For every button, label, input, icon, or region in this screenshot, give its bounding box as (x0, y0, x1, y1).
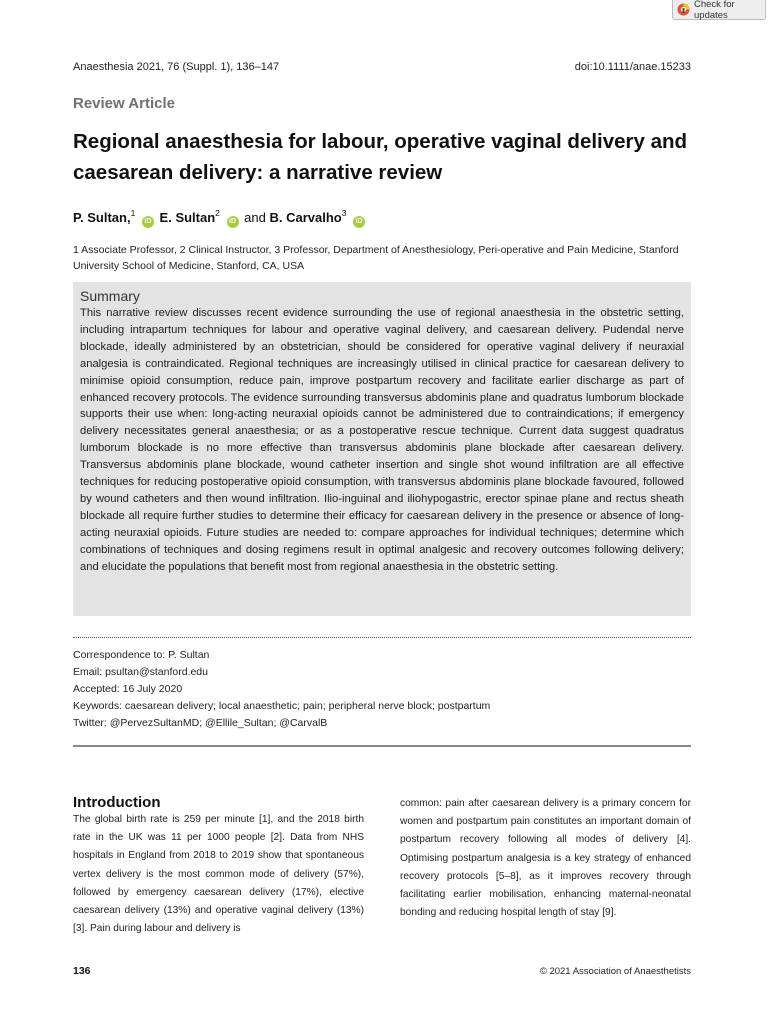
author-name[interactable]: B. Carvalho (269, 210, 342, 225)
crossmark-icon (677, 3, 690, 16)
copyright: © 2021 Association of Anaesthetists (539, 966, 691, 977)
journal-citation: Anaesthesia 2021, 76 (Suppl. 1), 136–147 (73, 61, 280, 73)
summary-text: This narrative review discusses recent evidence surrounding the use of regional anaesthesia in the obstetric setting, including intrapartum techniques for labour and operative vaginal delivery, and caesarean delivery. Pudendal nerve blockade, ideally administered by an obstetrician, should be considered for operative vaginal delivery if neuraxial analgesia is contraindicated. Regional techniques are increasingly utilised in clinical practice for caesarean delivery to minimise opioid consumption, reduce pain, improve postpartum recovery and facilitate earlier discharge as part of enhanced recovery protocols. The evidence surrounding transversus abdominis plane and quadratus lumborum blockade supports their use when: long-acting neuraxial opioids cannot be administered due to contraindications; if emergency delivery necessitates general anaesthesia; or as a postoperative rescue technique. Current data suggest quadratus lumborum blockade is no more effective than transversus abdominis plane blockade after caesarean delivery. Transversus abdominis plane blockade, wound catheter insertion and single shot wound infiltration are all effective techniques for reducing postoperative opioid consumption, with transversus abdominis plane blockade favoured, followed by wound catheters and then wound infiltration. Ilio-inguinal and iliohypogastric, erector spinae plane and rectus sheath blockade all require further studies to determine their efficacy for caesarean delivery in the presence or absence of long-acting neuraxial opioids. Future studies are needed to: compare approaches for individual techniques; determine which combinations of techniques and dosing regimens result in optimal analgesic and recovery outcomes following delivery; and elucidate the populations that benefit most from regional anaesthesia in the obstetric setting. (80, 307, 684, 573)
body-column-left: The global birth rate is 259 per minute [1], and the 2018 birth rate in the UK was 11 per 1000 people [2]. Data from NHS hospitals in England from 2018 to 2019 show that spontaneous vertex delivery is the most common mode of delivery (57%), followed by emergency caesarean delivery (17%), elective caesarean delivery (13%) and operative vaginal delivery (13%) [3]. Pain during labour and delivery is (73, 814, 364, 935)
author-conjunction: and (244, 210, 266, 225)
author-list (73, 208, 367, 228)
article-title: Regional anaesthesia for labour, operative vaginal delivery and caesarean delivery: a narrative review (73, 130, 688, 184)
check-for-updates-label: Check for updates (694, 0, 735, 21)
summary-box (73, 282, 691, 616)
affiliation-marker: 2 (215, 208, 220, 218)
affiliation-marker: 1 (130, 208, 136, 218)
email[interactable]: Email: psultan@stanford.edu (73, 666, 208, 678)
summary-heading: Summary (80, 288, 140, 304)
affiliations: 1 Associate Professor, 2 Clinical Instructor, 3 Professor, Department of Anesthesiology, Peri-operative and Pain Medicine, Stanford University School of Medicine, Stanford, CA, USA (73, 244, 679, 272)
article-type: Review Article (73, 95, 175, 112)
check-for-updates-button[interactable] (672, 0, 766, 20)
author-name[interactable]: E. Sultan (159, 210, 216, 225)
correspondence: Correspondence to: P. Sultan (73, 649, 210, 661)
accepted-date: Accepted: 16 July 2020 (73, 683, 183, 695)
affiliation-marker: 3 (341, 208, 347, 218)
introduction-heading: Introduction (73, 794, 161, 811)
page-number: 136 (73, 965, 91, 977)
keywords: Keywords: caesarean delivery; local anaesthetic; pain; peripheral nerve block; postpartum (73, 700, 491, 712)
orcid-icon[interactable]: iD (142, 216, 154, 228)
article-metadata (73, 647, 490, 732)
doi-link[interactable]: doi:10.1111/anae.15233 (574, 61, 691, 73)
orcid-icon[interactable]: iD (227, 216, 239, 228)
dotted-divider (73, 637, 691, 638)
body-column-right: common: pain after caesarean delivery is a primary concern for women and postpartum pain constitutes an important domain of postpartum recovery following all modes of delivery [4]. Optimising postpartum analgesia is a key strategy of enhanced recovery protocols [5–8], as it improves recovery through facilitating earlier mobilisation, enhancing maternal-neonatal bonding and reducing hospital length of stay [9]. (400, 798, 691, 919)
section-divider (73, 745, 691, 747)
author-name[interactable]: P. Sultan, (73, 210, 131, 225)
twitter-handles: Twitter: @PervezSultanMD; @Ellile_Sultan; @CarvalB (73, 717, 328, 729)
orcid-icon[interactable]: iD (353, 216, 365, 228)
